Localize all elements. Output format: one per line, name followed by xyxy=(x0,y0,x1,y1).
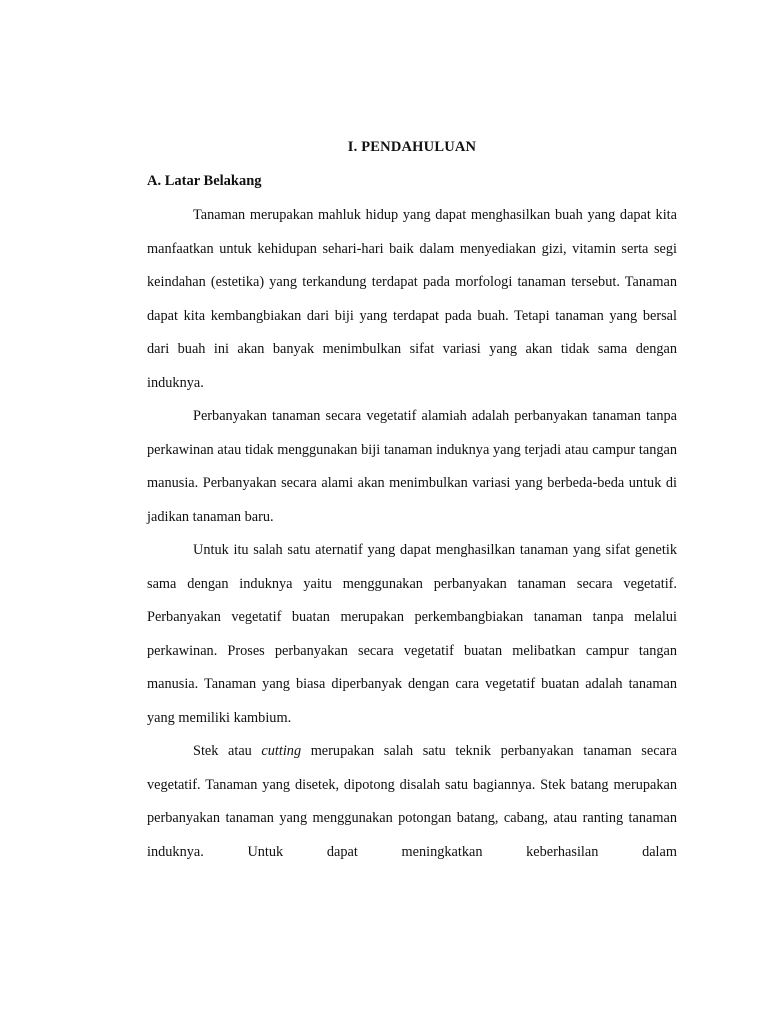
paragraph-4-after: merupakan salah satu teknik perbanyakan tanaman secara vegetatif. Tanaman yang disetek, dipotong disalah satu bagiannya. Stek batang merupakan perbanyakan tanaman yang menggunakan potongan batang, cabang, atau ranting tanaman induknya. Untuk dapat meningkatkan keberhasilan dalam xyxy=(147,743,677,860)
paragraph-3: Untuk itu salah satu aternatif yang dapat menghasilkan tanaman yang sifat genetik sama dengan induknya yaitu menggunakan perbanyakan tanaman secara vegetatif. Perbanyakan vegetatif buatan merupakan perkembangbiakan tanaman tanpa melalui perkawinan. Proses perbanyakan secara vegetatif buatan melibatkan campur tangan manusia. Tanaman yang biasa diperbanyak dengan cara vegetatif buatan adalah tanaman yang memiliki kambium. xyxy=(147,542,677,726)
paragraph-2: Perbanyakan tanaman secara vegetatif alamiah adalah perbanyakan tanaman tanpa perkawinan atau tidak menggunakan biji tanaman induknya yang terjadi atau campur tangan manusia. Perbanyakan secara alami akan menimbulkan variasi yang berbeda-beda untuk di jadikan tanaman baru. xyxy=(147,408,677,525)
section-title: A. Latar Belakang xyxy=(147,173,262,189)
chapter-title: I. PENDAHULUAN xyxy=(347,139,477,155)
paragraph-4 xyxy=(147,735,677,869)
paragraph-4-before: Stek atau xyxy=(193,743,262,759)
body-text xyxy=(147,199,677,869)
paragraph-4-emphasis: cutting xyxy=(261,743,302,759)
paragraph-1: Tanaman merupakan mahluk hidup yang dapat menghasilkan buah yang dapat kita manfaatkan untuk kehidupan sehari-hari baik dalam menyediakan gizi, vitamin serta segi keindahan (estetika) yang terkandung terdapat pada morfologi tanaman tersebut. Tanaman dapat kita kembangbiakan dari biji yang terdapat pada buah. Tetapi tanaman yang bersal dari buah ini akan banyak menimbulkan sifat variasi yang akan tidak sama dengan induknya. xyxy=(147,207,677,391)
